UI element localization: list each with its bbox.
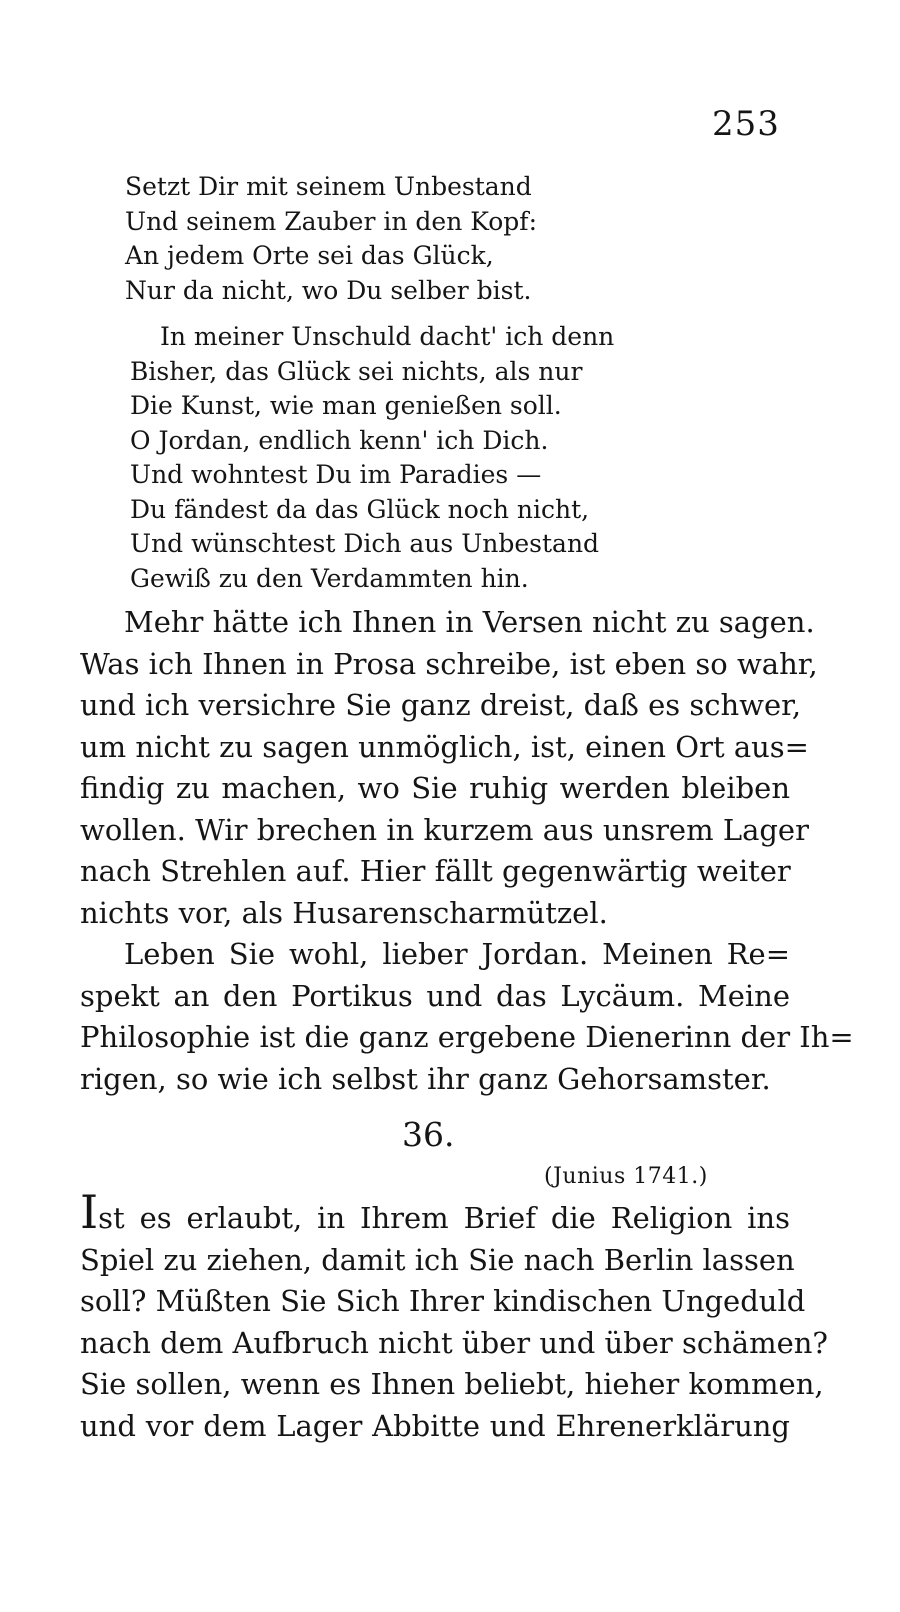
prose-line-text: st es erlaubt, in Ihrem Brief die Religion ins <box>98 1201 790 1235</box>
prose-line: Philosophie ist die ganz ergebene Dienerinn der Ih= <box>80 1020 854 1054</box>
verse-line: Bisher, das Glück sei nichts, als nur <box>130 356 583 386</box>
prose-line: Mehr hätte ich Ihnen in Versen nicht zu sagen. <box>124 605 815 639</box>
prose-paragraphs-1 <box>80 602 854 1100</box>
verse-line: Und wünschtest Dich aus Unbestand <box>130 529 600 558</box>
verse-line: An jedem Orte sei das Glück, <box>125 241 494 270</box>
verse-line: Gewiß zu den Verdammten hin. <box>130 563 529 593</box>
prose-line: nichts vor, als Husarenscharmützel. <box>80 895 608 930</box>
page-number: 253 <box>712 104 780 144</box>
prose-paragraph-2 <box>80 1185 828 1447</box>
prose-line: findig zu machen, wo Sie ruhig werden bleiben <box>80 771 790 805</box>
letter-number: 36. <box>402 1115 455 1154</box>
prose-line: rigen, so wie ich selbst ihr ganz Gehorsamster. <box>80 1061 771 1096</box>
prose-line: Leben Sie wohl, lieber Jordan. Meinen Re= <box>124 937 790 971</box>
letter-date: (Junius 1741.) <box>544 1164 708 1189</box>
verse-line: Und wohntest Du im Paradies — <box>130 460 542 489</box>
drop-cap: I <box>80 1185 99 1239</box>
verse-line: Und seinem Zauber in den Kopf: <box>125 206 537 236</box>
verse-line: In meiner Unschuld dacht' ich denn <box>160 322 615 351</box>
prose-line: und ich versichre Sie ganz dreist, daß es schwer, <box>80 688 802 722</box>
verse-line: Die Kunst, wie man genießen soll. <box>130 391 562 420</box>
prose-line: soll? Müßten Sie Sich Ihrer kindischen Ungeduld <box>80 1284 806 1318</box>
prose-line: wollen. Wir brechen in kurzem aus unsrem Lager <box>80 812 809 847</box>
prose-line: Spiel zu ziehen, damit ich Sie nach Berlin lassen <box>80 1242 795 1277</box>
verse-stanza-2 <box>130 320 614 596</box>
verse-line: Setzt Dir mit seinem Unbestand <box>125 172 532 201</box>
verse-line: Du fändest da das Glück noch nicht, <box>130 494 590 524</box>
prose-line: Sie sollen, wenn es Ihnen beliebt, hieher kommen, <box>80 1367 824 1401</box>
prose-line-with-dropcap <box>80 1185 790 1240</box>
prose-line: nach dem Aufbruch nicht über und über schämen? <box>80 1325 828 1360</box>
prose-line: spekt an den Portikus und das Lycäum. Meine <box>80 978 790 1013</box>
prose-line: um nicht zu sagen unmöglich, ist, einen Ort aus= <box>80 729 809 764</box>
verse-line: Nur da nicht, wo Du selber bist. <box>125 275 532 305</box>
prose-line: Was ich Ihnen in Prosa schreibe, ist eben so wahr, <box>80 646 818 681</box>
verse-stanza-1 <box>125 170 537 308</box>
verse-line: O Jordan, endlich kenn' ich Dich. <box>130 425 549 455</box>
prose-line: und vor dem Lager Abbitte und Ehrenerklärung <box>80 1408 790 1443</box>
prose-line: nach Strehlen auf. Hier fällt gegenwärtig weiter <box>80 854 791 888</box>
